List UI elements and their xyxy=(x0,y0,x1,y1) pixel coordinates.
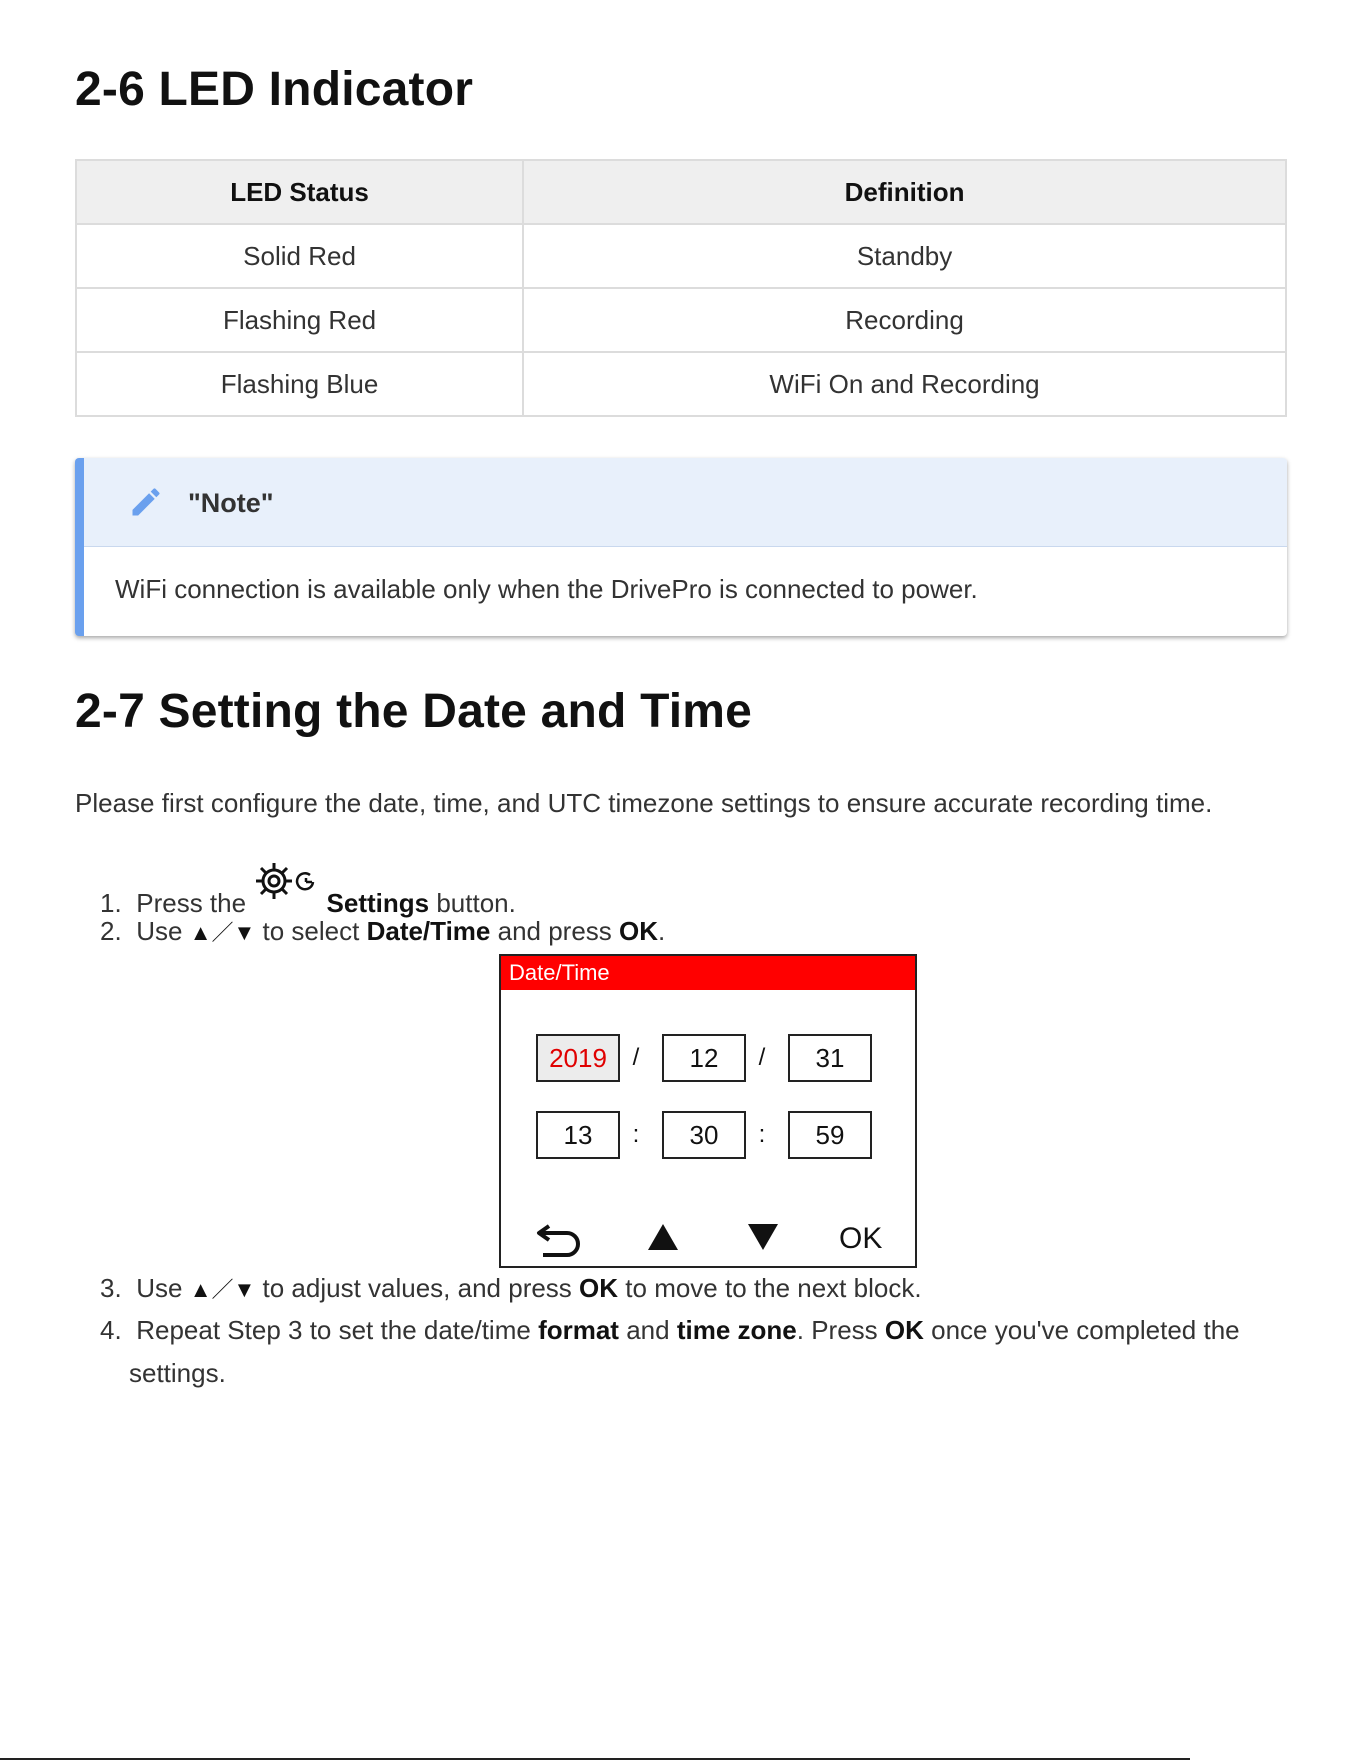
column-header-definition: Definition xyxy=(523,160,1286,224)
step-bold-text: OK xyxy=(884,1315,924,1345)
time-separator: : xyxy=(758,1121,766,1148)
down-triangle-icon[interactable] xyxy=(745,1218,781,1258)
note-title: "Note" xyxy=(188,488,274,518)
step-text: Use xyxy=(136,916,183,946)
column-header-led-status: LED Status xyxy=(76,160,523,224)
step-bold-text: time zone xyxy=(676,1315,797,1345)
step-2 xyxy=(100,916,665,947)
note-text: WiFi connection is available only when the DrivePro is connected to power. xyxy=(115,574,978,604)
minute-field[interactable]: 30 xyxy=(662,1111,746,1159)
settings-gear-icon xyxy=(253,860,319,902)
step-4-continuation xyxy=(129,1358,226,1389)
table-cell: Recording xyxy=(523,288,1286,352)
date-separator: / xyxy=(632,1044,640,1071)
table-row xyxy=(76,288,1286,352)
step-3 xyxy=(100,1273,922,1304)
back-icon[interactable] xyxy=(535,1218,585,1258)
section-title-led: 2-6 LED Indicator xyxy=(75,63,474,116)
step-text: Repeat Step 3 to set the date/time xyxy=(136,1315,531,1345)
month-field[interactable]: 12 xyxy=(662,1034,746,1082)
step-bold-text: OK xyxy=(619,916,659,946)
step-bold-text: Date/Time xyxy=(366,916,491,946)
step-4 xyxy=(100,1315,1240,1346)
step-number: 3. xyxy=(100,1273,122,1303)
step-text: to adjust values, and press xyxy=(262,1273,572,1303)
up-down-arrows-icon: ▲／▼ xyxy=(189,920,256,945)
step-number: 2. xyxy=(100,916,122,946)
table-row xyxy=(76,224,1286,288)
table-cell: Solid Red xyxy=(76,224,523,288)
step-text: once you've completed the xyxy=(931,1315,1240,1345)
led-status-table xyxy=(75,159,1287,417)
intro-paragraph: Please first configure the date, time, and UTC timezone settings to ensure accurate recording time. xyxy=(75,788,1213,818)
date-separator: / xyxy=(758,1044,766,1071)
step-bold-text: Settings xyxy=(326,888,430,918)
table-cell: WiFi On and Recording xyxy=(523,352,1286,416)
table-cell: Flashing Red xyxy=(76,288,523,352)
step-text: . Press xyxy=(796,1315,878,1345)
second-field[interactable]: 59 xyxy=(788,1111,872,1159)
section-title-datetime: 2-7 Setting the Date and Time xyxy=(75,685,753,738)
table-cell: Standby xyxy=(523,224,1286,288)
step-text: Use xyxy=(136,1273,183,1303)
step-text: to select xyxy=(262,916,360,946)
time-separator: : xyxy=(632,1121,640,1148)
step-text: settings. xyxy=(129,1358,226,1388)
hour-field[interactable]: 13 xyxy=(536,1111,620,1159)
step-text: Press the xyxy=(136,888,247,918)
table-header-row xyxy=(76,160,1286,224)
step-number: 1. xyxy=(100,888,122,918)
step-bold-text: format xyxy=(538,1315,619,1345)
step-number: 4. xyxy=(100,1315,122,1345)
step-1 xyxy=(100,874,516,919)
step-bold-text: OK xyxy=(579,1273,619,1303)
step-text: button. xyxy=(436,888,516,918)
datetime-device-screen xyxy=(499,954,917,1268)
table-cell: Flashing Blue xyxy=(76,352,523,416)
day-field[interactable]: 31 xyxy=(788,1034,872,1082)
pencil-icon xyxy=(128,484,164,520)
up-down-arrows-icon: ▲／▼ xyxy=(189,1277,256,1302)
step-text: . xyxy=(658,916,666,946)
ok-button[interactable]: OK xyxy=(839,1222,883,1255)
page-bottom-rule xyxy=(0,1758,1190,1760)
note-callout xyxy=(75,458,1287,636)
table-row xyxy=(76,352,1286,416)
step-text: to move to the next block. xyxy=(625,1273,922,1303)
step-text: and xyxy=(626,1315,670,1345)
year-field[interactable]: 2019 xyxy=(536,1034,620,1082)
step-text: and press xyxy=(497,916,612,946)
up-triangle-icon[interactable] xyxy=(645,1218,681,1258)
note-header xyxy=(84,458,1287,547)
device-title-bar: Date/Time xyxy=(501,956,915,990)
